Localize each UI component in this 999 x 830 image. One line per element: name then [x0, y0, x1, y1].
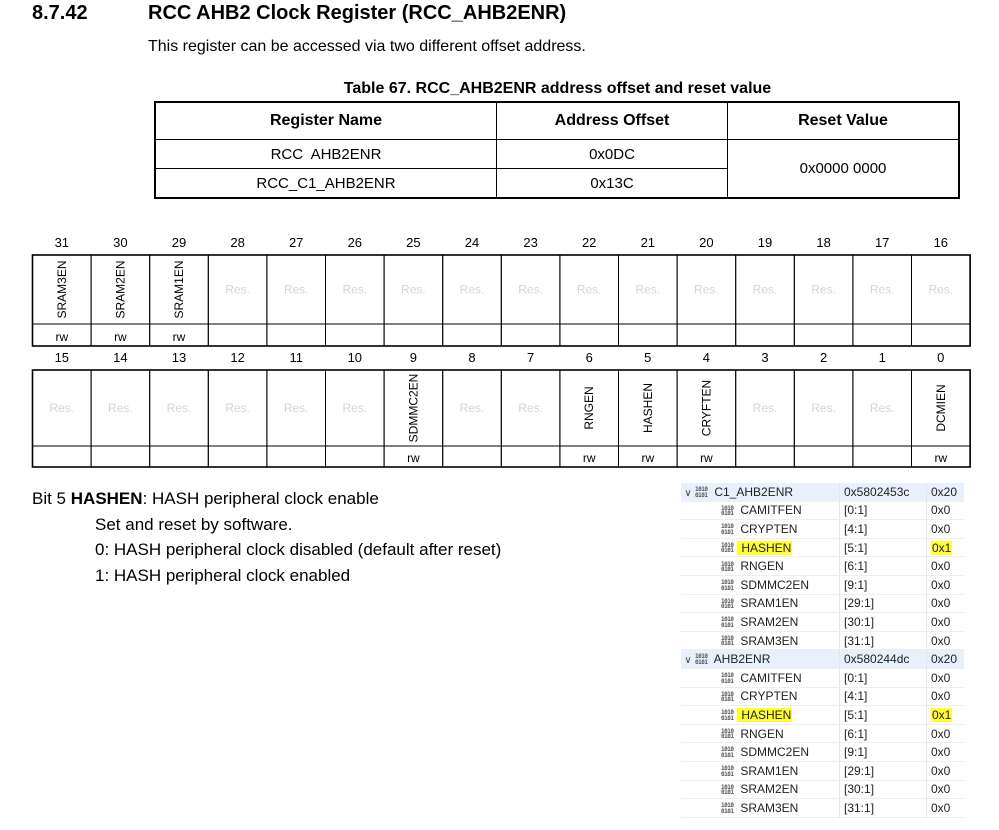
- bit-access-cell: [208, 446, 267, 467]
- field-value-label: 0x0: [931, 689, 951, 704]
- register-bits-icon: 1010 0101: [721, 690, 734, 704]
- bit-number: 3: [761, 350, 769, 365]
- bit-access-cell: [150, 446, 209, 467]
- field-value: [927, 538, 965, 557]
- bit-field-label: SRAM2EN: [113, 260, 128, 319]
- reserved-label: Res.: [811, 282, 836, 297]
- bit-field-label: SRAM1EN: [172, 260, 186, 319]
- bit-access-label: rw: [934, 451, 948, 465]
- bit-number: 20: [699, 235, 714, 250]
- bit-number: 4: [702, 350, 711, 365]
- field-value: [927, 799, 965, 818]
- field-value-label: 0x0: [931, 745, 951, 760]
- field-value: [927, 706, 965, 725]
- reserved-label: Res.: [225, 401, 250, 415]
- bit-access-cell: [794, 446, 853, 467]
- field-name: [681, 761, 840, 780]
- bit-access-label: rw: [407, 451, 420, 465]
- register-value: 0x20: [927, 650, 965, 669]
- field-value: [927, 780, 965, 799]
- register-bits-icon: 1010 0101: [721, 504, 734, 518]
- field-range: [0:1]: [840, 501, 927, 520]
- field-name-label: SRAM2EN: [737, 782, 799, 797]
- register-field-row[interactable]: [681, 799, 964, 818]
- section-intro: This register can be accessed via two different offset address.: [148, 38, 586, 55]
- bit-access-cell: [853, 324, 912, 346]
- register-bits-icon: 1010 0101: [695, 486, 708, 499]
- bit-number: 1: [878, 350, 886, 365]
- register-field-row[interactable]: [681, 575, 964, 594]
- reserved-label: Res.: [928, 282, 954, 297]
- field-value-label: 0x0: [931, 596, 951, 611]
- bit-access-cell: [443, 446, 502, 467]
- bit-access-cell: [384, 324, 443, 346]
- register-group-row[interactable]: [681, 483, 964, 501]
- reserved-label: Res.: [49, 401, 75, 415]
- bit-number: 16: [933, 235, 949, 250]
- register-field-row[interactable]: [681, 687, 964, 706]
- field-value: [927, 594, 965, 613]
- bit-access-label: rw: [172, 330, 186, 344]
- field-value: [927, 668, 965, 687]
- register-bits-icon: 1010 0101: [721, 597, 734, 611]
- bit-number: 25: [406, 235, 421, 250]
- bit-number: 27: [288, 235, 304, 250]
- bit-access-cell: [736, 324, 795, 346]
- register-bits-icon: 1010 0101: [721, 783, 734, 797]
- field-value-label: 0x0: [931, 503, 951, 518]
- bit-desc-line: 1: HASH peripheral clock enabled: [95, 565, 351, 585]
- register-field-row[interactable]: [681, 761, 964, 780]
- field-value: [927, 613, 965, 632]
- field-name-label: SRAM2EN: [737, 614, 799, 629]
- section-title: RCC AHB2 Clock Register (RCC_AHB2ENR): [148, 2, 567, 24]
- field-name-label: CAMITFEN: [737, 503, 802, 518]
- address-offset-cell: 0x13C: [497, 169, 728, 199]
- bit-desc-line: 0: HASH peripheral clock disabled (default after reset): [95, 540, 502, 559]
- bit-number: 2: [819, 350, 828, 365]
- field-name-label: SRAM1EN: [737, 763, 799, 778]
- chevron-down-icon[interactable]: ∨: [684, 655, 692, 667]
- bit-access-cell: [501, 324, 560, 346]
- bit-access-cell: [208, 324, 267, 346]
- field-range: [31:1]: [840, 799, 927, 818]
- field-value: [927, 520, 965, 539]
- field-name-label: RNGEN: [737, 726, 784, 741]
- bit-field-label: SRAM3EN: [54, 260, 69, 319]
- reserved-label: Res.: [518, 401, 543, 415]
- field-value-label: 0x0: [931, 782, 951, 797]
- field-value: [927, 687, 965, 706]
- bit-field-label: DCMIEN: [933, 384, 948, 432]
- bit-access-label: rw: [700, 451, 713, 465]
- bit-access-cell: [912, 324, 971, 346]
- register-bits-icon: 1010 0101: [721, 616, 734, 629]
- field-range: [0:1]: [840, 668, 927, 687]
- bit-access-label: rw: [641, 451, 655, 465]
- register-field-row[interactable]: [681, 538, 964, 557]
- reserved-label: Res.: [283, 282, 309, 297]
- reserved-label: Res.: [342, 401, 368, 415]
- bit-access-cell: [794, 324, 853, 346]
- field-name-label: CRYPTEN: [737, 689, 798, 704]
- reserved-label: Res.: [694, 282, 719, 297]
- field-range: [31:1]: [840, 631, 927, 650]
- header-register-name: Register Name: [155, 102, 497, 140]
- bit-label: Bit 5: [32, 489, 67, 508]
- bit-number: 13: [171, 350, 187, 365]
- register-bits-icon: 1010 0101: [721, 560, 734, 573]
- field-range: [9:1]: [840, 743, 927, 762]
- reserved-label: Res.: [752, 282, 778, 297]
- field-name: [681, 594, 840, 613]
- register-address: 0x580244dc: [840, 650, 927, 669]
- address-offset-cell: 0x0DC: [497, 140, 728, 169]
- field-value-label: 0x0: [931, 670, 951, 685]
- field-name: [681, 501, 840, 520]
- bit-field-label: RNGEN: [582, 386, 597, 430]
- bit-access-cell: [560, 324, 619, 346]
- bit-number: 26: [347, 235, 363, 250]
- register-bits-icon: 1010 0101: [721, 802, 734, 815]
- field-range: [6:1]: [840, 724, 927, 743]
- field-name-label: HASHEN: [738, 707, 792, 722]
- register-bits-icon: 1010 0101: [721, 727, 734, 741]
- register-field-row[interactable]: [681, 557, 964, 576]
- field-value-label: 0x0: [931, 633, 951, 648]
- field-value: [927, 575, 965, 594]
- bit-number: 17: [874, 235, 890, 250]
- bit-access-cell: [267, 446, 326, 467]
- bit-access-cell: [33, 446, 92, 467]
- field-name-label: SRAM1EN: [737, 596, 799, 611]
- chevron-down-icon[interactable]: ∨: [684, 487, 692, 499]
- reserved-label: Res.: [401, 282, 426, 297]
- register-name-label: AHB2ENR: [711, 652, 771, 667]
- register-field-row[interactable]: [681, 594, 964, 613]
- field-name: [681, 575, 840, 594]
- bit-access-cell: [326, 446, 385, 467]
- reserved-label: Res.: [635, 282, 661, 297]
- field-value: [927, 724, 965, 743]
- field-value-label: 0x1: [932, 707, 952, 722]
- field-name-label: RNGEN: [737, 559, 784, 574]
- bit-access-cell: [736, 446, 795, 467]
- bit-field-label: HASHEN: [640, 382, 655, 434]
- field-name: [681, 724, 840, 743]
- reset-value-cell: 0x0000 0000: [728, 140, 960, 199]
- bit-desc-line: Set and reset by software.: [95, 514, 293, 534]
- field-name-label: CAMITFEN: [737, 670, 802, 685]
- bit-access-label: rw: [55, 330, 69, 344]
- field-range: [9:1]: [840, 575, 927, 594]
- header-address-offset: Address Offset: [497, 102, 728, 140]
- field-name: [681, 743, 840, 762]
- reserved-label: Res.: [166, 401, 192, 415]
- field-name: [681, 799, 840, 818]
- bit-number: 30: [113, 235, 128, 250]
- reserved-label: Res.: [752, 401, 778, 415]
- field-name-label: SRAM3EN: [737, 633, 799, 648]
- header-reset-value: Reset Value: [728, 102, 960, 140]
- reserved-label: Res.: [869, 401, 895, 415]
- field-value-label: 0x1: [932, 540, 952, 555]
- bit-number: 21: [640, 235, 656, 250]
- bit-number: 29: [171, 235, 187, 250]
- field-name: [681, 538, 840, 557]
- bit-access-label: rw: [114, 330, 127, 344]
- bit-number: 22: [581, 235, 597, 250]
- reserved-label: Res.: [459, 401, 485, 415]
- field-name: [681, 780, 840, 799]
- register-field-row[interactable]: [681, 706, 964, 725]
- bit-number: 10: [347, 350, 363, 365]
- bit-number: 18: [816, 235, 831, 250]
- register-field-row[interactable]: [681, 631, 964, 650]
- reserved-label: Res.: [518, 282, 543, 297]
- reserved-label: Res.: [283, 401, 309, 415]
- bit-number: 24: [464, 235, 480, 250]
- field-value: [927, 631, 965, 650]
- bit-number: 31: [54, 235, 70, 250]
- reserved-label: Res.: [811, 401, 836, 415]
- field-name-label: SDMMC2EN: [737, 577, 810, 592]
- field-value: [927, 743, 965, 762]
- field-value-label: 0x0: [931, 521, 951, 536]
- field-name-label: SRAM3EN: [737, 800, 799, 815]
- bit-number: 12: [230, 350, 245, 365]
- register-bits-icon: 1010 0101: [721, 634, 734, 648]
- register-bits-icon: 1010 0101: [721, 765, 734, 778]
- section-number: 8.7.42: [32, 2, 88, 24]
- bit-number: 19: [757, 235, 773, 250]
- bit-access-label: rw: [582, 451, 596, 465]
- field-range: [29:1]: [840, 761, 927, 780]
- register-field-row[interactable]: [681, 613, 964, 632]
- field-name-label: HASHEN: [738, 540, 792, 555]
- register-bits-icon: 1010 0101: [721, 541, 734, 555]
- register-name-cell: RCC AHB2ENR: [155, 140, 497, 169]
- bit-number: 5: [644, 350, 652, 365]
- bit-access-cell: [501, 446, 560, 467]
- bit-number: 8: [468, 350, 476, 365]
- bit-number: 14: [113, 350, 128, 365]
- bit-summary: : HASH peripheral clock enable: [142, 489, 379, 508]
- field-value-label: 0x0: [931, 614, 951, 629]
- register-bits-icon: 1010 0101: [721, 672, 734, 685]
- bit-access-cell: [267, 324, 326, 346]
- register-name: [681, 483, 840, 501]
- bit-access-cell: [619, 324, 678, 346]
- bit-field-name: HASHEN: [70, 489, 143, 508]
- register-bits-icon: 1010 0101: [695, 653, 708, 666]
- reserved-label: Res.: [869, 282, 895, 297]
- field-value: [927, 761, 965, 780]
- bit-access-cell: [443, 324, 502, 346]
- bit-number: 6: [585, 350, 593, 365]
- field-value-label: 0x0: [931, 800, 951, 815]
- register-bits-icon: 1010 0101: [721, 746, 734, 759]
- register-field-row[interactable]: [681, 501, 964, 520]
- field-name: [681, 631, 840, 650]
- reserved-label: Res.: [576, 282, 602, 297]
- bit-access-cell: [677, 324, 736, 346]
- bit-access-cell: [326, 324, 385, 346]
- register-name-label: C1_AHB2ENR: [711, 484, 794, 499]
- field-range: [5:1]: [840, 538, 927, 557]
- register-name-cell: RCC_C1_AHB2ENR: [155, 169, 497, 199]
- reserved-label: Res.: [108, 401, 133, 415]
- field-name: [681, 668, 840, 687]
- field-name: [681, 687, 840, 706]
- debugger-register-view: [681, 483, 964, 818]
- field-name: [681, 520, 840, 539]
- offset-table-caption: Table 67. RCC_AHB2ENR address offset and reset value: [343, 80, 772, 97]
- field-name-label: CRYPTEN: [737, 521, 798, 536]
- field-range: [4:1]: [840, 687, 927, 706]
- register-group-row[interactable]: [681, 650, 964, 669]
- register-field-row[interactable]: [681, 743, 964, 762]
- bit-number: 23: [523, 235, 538, 250]
- register-field-row[interactable]: [681, 724, 964, 743]
- bit-number: 15: [54, 350, 70, 365]
- bit-field-label: CRYFTEN: [699, 379, 714, 437]
- register-field-row[interactable]: [681, 668, 964, 687]
- field-range: [6:1]: [840, 557, 927, 576]
- bit-description: [32, 486, 501, 588]
- bit-field-label: SDMMC2EN: [406, 373, 421, 443]
- reserved-label: Res.: [225, 282, 250, 297]
- register-value: 0x20: [927, 483, 965, 501]
- field-range: [4:1]: [840, 520, 927, 539]
- field-value: [927, 501, 965, 520]
- bit-number: 9: [409, 350, 418, 365]
- bit-number: 11: [289, 350, 303, 365]
- register-field-row[interactable]: [681, 780, 964, 799]
- field-name: [681, 613, 840, 632]
- register-address: 0x5802453c: [840, 483, 927, 501]
- field-value: [927, 557, 965, 576]
- field-name: [681, 706, 840, 725]
- reserved-label: Res.: [459, 282, 485, 297]
- register-field-row[interactable]: [681, 520, 964, 539]
- reserved-label: Res.: [342, 282, 368, 297]
- field-name: [681, 557, 840, 576]
- register-name: [681, 650, 840, 669]
- field-range: [5:1]: [840, 706, 927, 725]
- field-value-label: 0x0: [931, 559, 951, 574]
- bit-number: 0: [937, 350, 945, 365]
- field-range: [30:1]: [840, 613, 927, 632]
- bit-number: 7: [526, 350, 535, 365]
- register-bits-icon: 1010 0101: [721, 709, 734, 722]
- field-range: [30:1]: [840, 780, 927, 799]
- field-value-label: 0x0: [931, 763, 951, 778]
- field-value-label: 0x0: [931, 726, 951, 741]
- register-bits-icon: 1010 0101: [721, 579, 734, 592]
- bit-access-cell: [91, 446, 150, 467]
- field-value-label: 0x0: [931, 577, 951, 592]
- bit-number: 28: [230, 235, 245, 250]
- field-name-label: SDMMC2EN: [737, 745, 810, 760]
- register-bits-icon: 1010 0101: [721, 523, 734, 536]
- field-range: [29:1]: [840, 594, 927, 613]
- bit-access-cell: [853, 446, 912, 467]
